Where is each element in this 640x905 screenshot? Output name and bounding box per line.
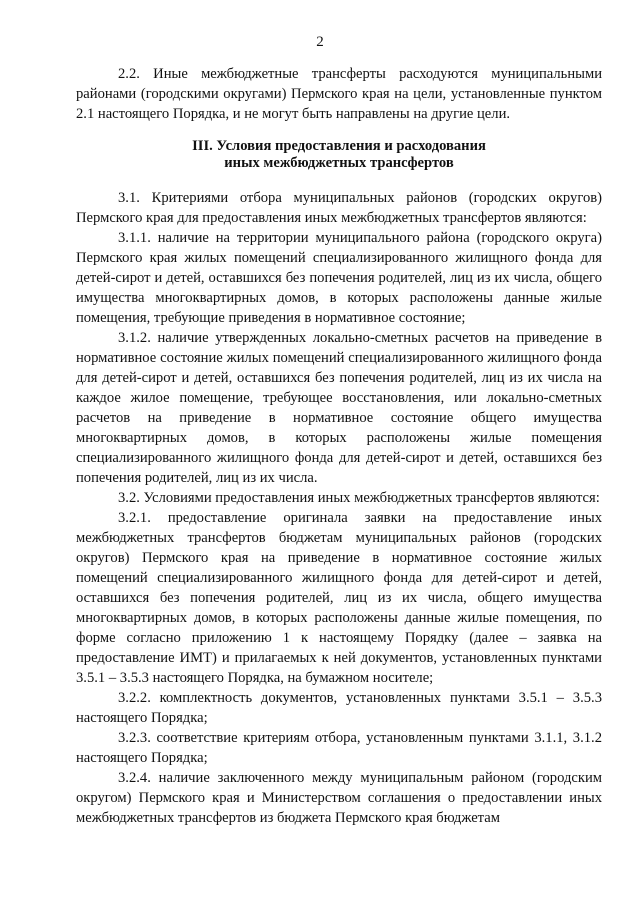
document-body <box>76 64 602 828</box>
paragraph-3-2-3: 3.2.3. соответствие критериям отбора, установленным пунктами 3.1.1, 3.1.2 настоящего Порядка; <box>76 730 602 766</box>
section-heading-line-1: III. Условия предоставления и расходования <box>192 138 486 154</box>
paragraph-3-2: 3.2. Условиями предоставления иных межбюджетных трансфертов являются: <box>118 490 600 506</box>
paragraph-3-2-2: 3.2.2. комплектность документов, установленных пунктами 3.5.1 – 3.5.3 настоящего Порядка; <box>76 690 602 726</box>
page-number: 2 <box>316 34 324 50</box>
paragraph-2-2: 2.2. Иные межбюджетные трансферты расходуются муниципальными районами (городскими округами) Пермского края на цели, установленные пунктом 2.1 настоящего Порядка, и не могут быть направлены на другие цели. <box>76 66 602 122</box>
paragraph-3-1: 3.1. Критериями отбора муниципальных районов (городских округов) Пермского края для предоставления иных межбюджетных трансфертов являются: <box>76 190 602 226</box>
section-heading-line-2: иных межбюджетных трансфертов <box>224 155 454 171</box>
paragraph-3-1-2: 3.1.2. наличие утвержденных локально-сметных расчетов на приведение в нормативное состояние жилых помещений специализированного жилищного фонда для детей-сирот и детей, оставшихся без попечения родителей, лиц из их числа на каждое жилое помещение, требующее восстановления, или локально-сметных расчетов на приведение в нормативное состояние общего имущества многоквартирных домов, в которых расположены жилые помещения специализированного жилищного фонда для детей-сирот и детей, оставшихся без попечения родителей, лиц из их числа. <box>76 330 602 486</box>
paragraph-3-2-1: 3.2.1. предоставление оригинала заявки на предоставление иных межбюджетных трансфертов бюджетам муниципальных районов (городских округов) Пермского края на приведение в нормативное состояние жилых помещений специализированного жилищного фонда для детей-сирот и детей, оставшихся без попечения родителей, лиц из их числа, общего имущества многоквартирных домов, в которых расположены данные жилые помещения, по форме согласно приложению 1 к настоящему Порядку (далее – заявка на предоставление ИМТ) и прилагаемых к ней документов, установленных пунктами 3.5.1 – 3.5.3 настоящего Порядка, на бумажном носителе; <box>76 510 602 686</box>
paragraph-3-2-4: 3.2.4. наличие заключенного между муниципальным районом (городским округом) Пермского края и Министерством соглашения о предоставлении иных межбюджетных трансфертов из бюджета Пермского края бюджетам <box>76 770 602 826</box>
paragraph-3-1-1: 3.1.1. наличие на территории муниципального района (городского округа) Пермского края жилых помещений специализированного жилищного фонда для детей-сирот и детей, оставшихся без попечения родителей, лиц из их числа, общего имущества многоквартирных домов, в которых расположены данные жилые помещения, требующие приведения в нормативное состояние; <box>76 230 602 326</box>
section-heading <box>76 138 602 172</box>
